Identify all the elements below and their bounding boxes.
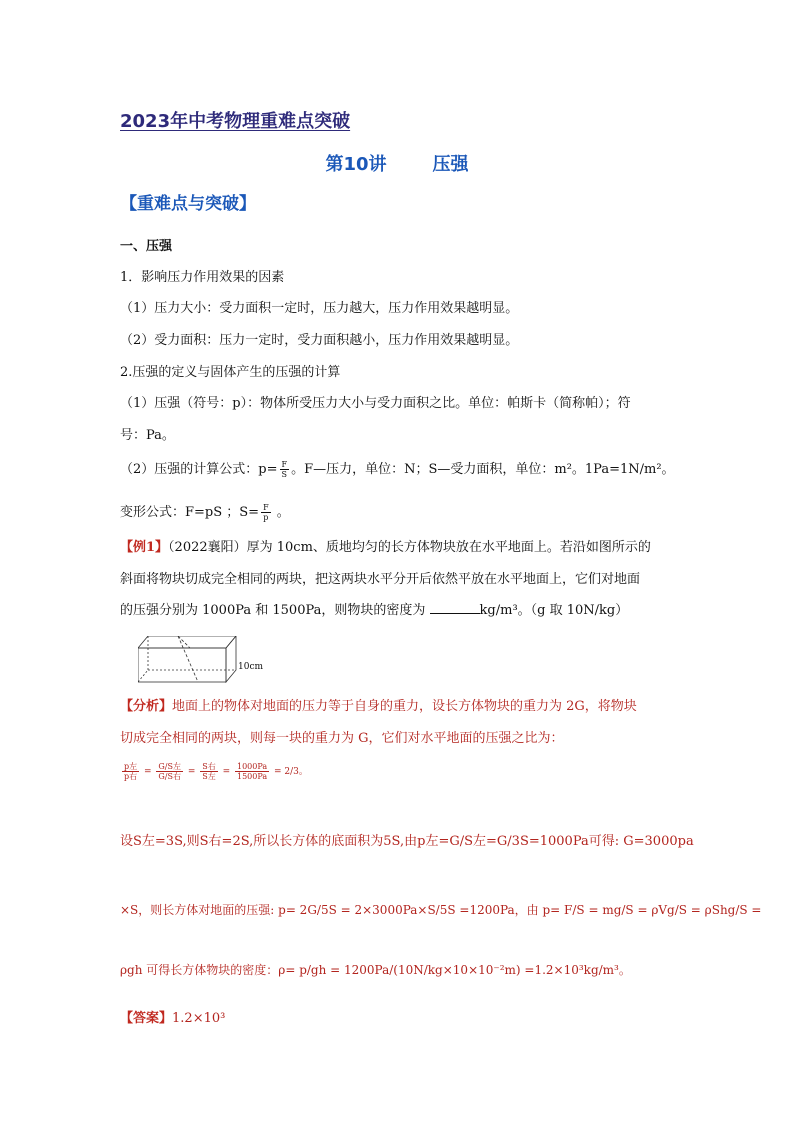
analysis-line5: ρgh 可得长方体物块的密度：ρ= p/gh = 1200Pa/(10N/kg×10×10⁻²m) =1.2×10³kg/m³。 [120,963,631,977]
analysis-line1: 【分析】地面上的物体对地面的压力等于自身的重力，设长方体物块的重力为 2G，将物块 [120,699,637,714]
analysis-tag: 【分析】 [120,699,173,714]
answer-tag: 【答案】 [120,1011,173,1026]
item1-a: （1）压力大小：受力面积一定时，压力越大，压力作用效果越明显。 [120,301,519,316]
item2-a-line2: 号：Pa。 [120,428,175,443]
part-heading: 一、压强 [120,239,173,254]
formula-fraction: $\frac{F}{S}$ [281,460,288,479]
block-figure [138,636,262,684]
answer-line [120,1009,225,1029]
answer-value: 1.2×10³ [172,1011,226,1026]
answer-blank [430,601,480,614]
lecture-heading [0,150,794,176]
analysis-line2: 切成完全相同的两块，则每一块的重力为 G，它们对水平地面的压强之比为： [120,731,564,746]
example-line3: 的压强分别为 1000Pa 和 1500Pa，则物块的密度为 kg/m³。（g 取 10N/kg） [120,603,629,618]
pressure-formula-line: （2）压强的计算公式：p= $\frac{F}{S}$ 。F—压力，单位：N；S—受力面积，单位：m²。1Pa=1N/m²。 [120,460,675,479]
ratio-equation: $\frac{\text{p左}}{\text{p右}}$ = $\frac{\text{G/S左}}{\text{G/S右}}$ = $\frac{\text{S右}}{\text{S左}}$ = $\frac{1000Pa}{1500Pa}$ = 2/3。 [124,762,308,781]
derived-fraction: $\frac{F}{p}$ [263,503,269,522]
item2-a-line1: （1）压强（符号：p）：物体所受压力大小与受力面积之比。单位：帕斯卡（简称帕）；符 [120,396,631,411]
example-tag: 【例1】 [120,540,169,555]
document-title: 2023年中考物理重难点突破 [120,111,351,132]
lecture-topic: 压强 [432,154,469,175]
lecture-number: 第10讲 [325,154,387,175]
analysis-line4: ×S，则长方体对地面的压强: p= 2G/5S = 2×3000Pa×S/5S =1200Pa，由 p= F/S = mg/S = ρVg/S = ρShg/S = [120,903,762,917]
item1-b: （2）受力面积：压力一定时，受力面积越小，压力作用效果越明显。 [120,333,519,348]
example-line2: 斜面将物块切成完全相同的两块，把这两块水平分开后依然平放在水平地面上，它们对地面 [120,572,641,587]
analysis-line3: 设S左=3S,则S右=2S,所以长方体的底面积为5S,由p左=G/S左=G/3S=1000Pa可得: G=3000pa [120,834,694,849]
derived-formula-line: 变形公式：F=pS ；S= $\frac{F}{p}$ 。 [120,503,290,522]
item1-title: 1．影响压力作用效果的因素 [120,270,285,285]
section-title: 【重难点与突破】 [120,194,256,214]
figure-label: 10cm [238,662,264,672]
item2-title: 2.压强的定义与固体产生的压强的计算 [120,365,341,380]
example-line1: 【例1】（2022襄阳）厚为 10cm、质地均匀的长方体物块放在水平地面上。若沿如图所示的 [120,540,651,555]
